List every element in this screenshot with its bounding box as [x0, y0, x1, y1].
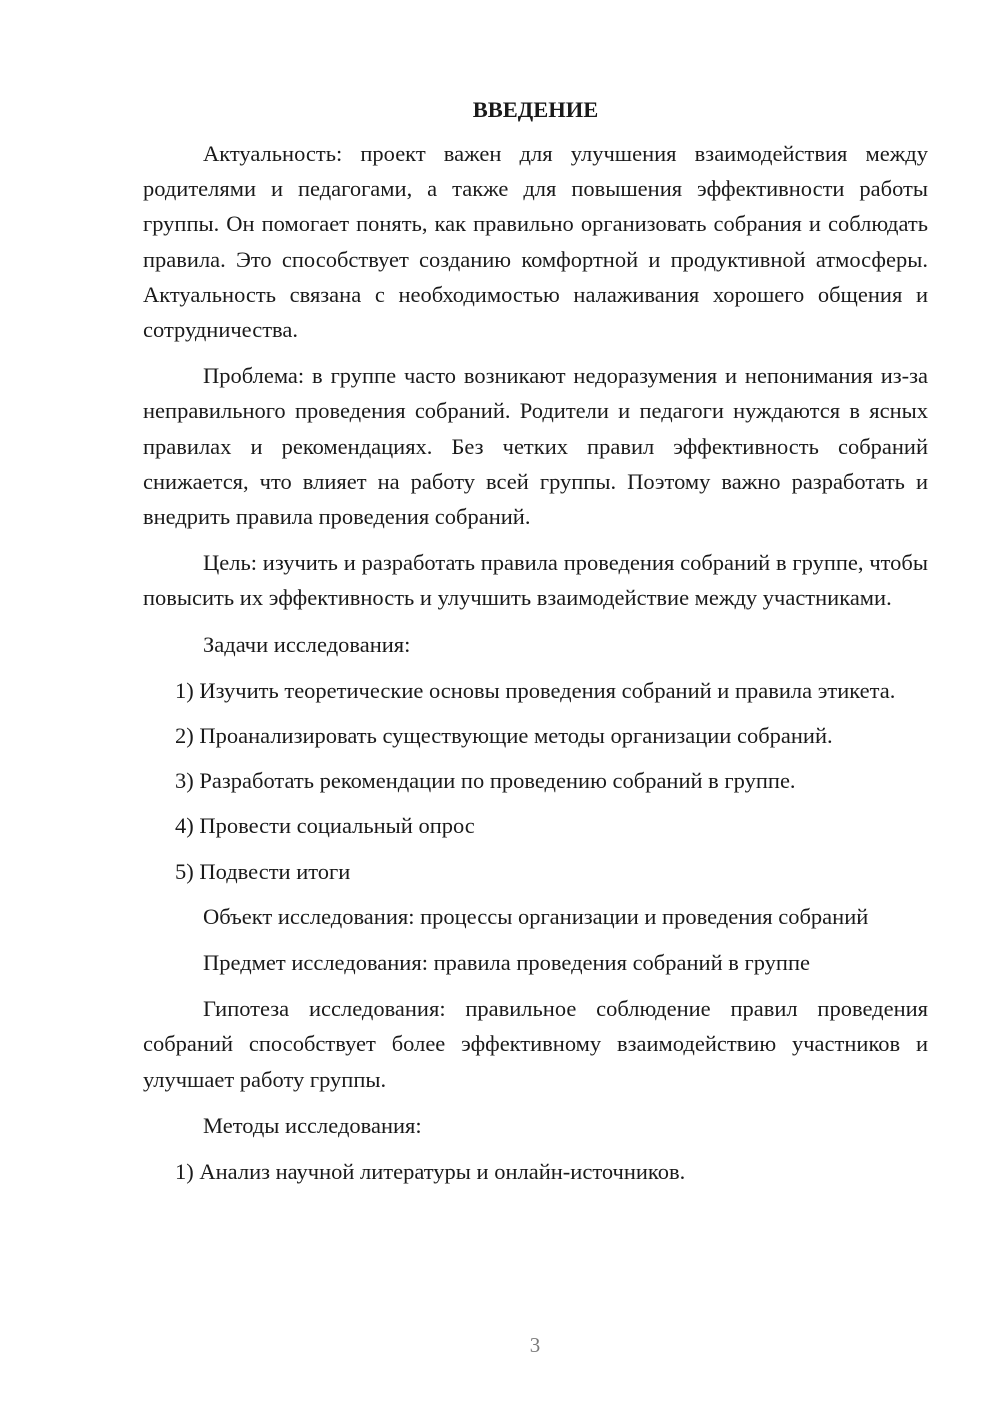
problem-paragraph: Проблема: в группе часто возникают недоразумения и непонимания из-за неправильного проведения собраний. Родители и педагоги нуждаются в ясных правилах и рекомендациях. Без четких правил эффективность собраний снижается, что влияет на работу всей группы. Поэтому важно разработать и внедрить правила проведения собраний. — [143, 363, 928, 530]
goal-paragraph: Цель: изучить и разработать правила проведения собраний в группе, чтобы повысить их эффективность и улучшить взаимодействие между участниками. — [143, 550, 928, 611]
methods-title: Методы исследования: — [203, 1112, 422, 1138]
section-heading: ВВЕДЕНИЕ — [472, 97, 599, 122]
task-item-5: 5) Подвести итоги — [175, 858, 351, 884]
hypothesis-paragraph: Гипотеза исследования: правильное соблюдение правил проведения собраний способствует более эффективному взаимодействию участников и улучшает работу группы. — [143, 996, 928, 1092]
task-item-1: 1) Изучить теоретические основы проведения собраний и правила этикета. — [175, 677, 896, 703]
relevance-paragraph: Актуальность: проект важен для улучшения взаимодействия между родителями и педагогами, а также для повышения эффективности работы группы. Он помогает понять, как правильно организовать собрания и соблюдать правила. Это способствует созданию комфортной и продуктивной атмосферы. Актуальность связана с необходимостью налаживания хорошего общения и сотрудничества. — [143, 141, 928, 343]
task-item-3: 3) Разработать рекомендации по проведению собраний в группе. — [175, 768, 796, 794]
task-item-2: 2) Проанализировать существующие методы организации собраний. — [175, 723, 833, 749]
tasks-title: Задачи исследования: — [203, 631, 411, 657]
task-item-4: 4) Провести социальный опрос — [175, 813, 475, 839]
object-paragraph: Объект исследования: процессы организации и проведения собраний — [203, 903, 869, 929]
document-page — [143, 92, 928, 1199]
method-item-1: 1) Анализ научной литературы и онлайн-источников. — [175, 1159, 686, 1185]
page-number: 3 — [529, 1333, 541, 1357]
subject-paragraph: Предмет исследования: правила проведения собраний в группе — [203, 950, 810, 976]
